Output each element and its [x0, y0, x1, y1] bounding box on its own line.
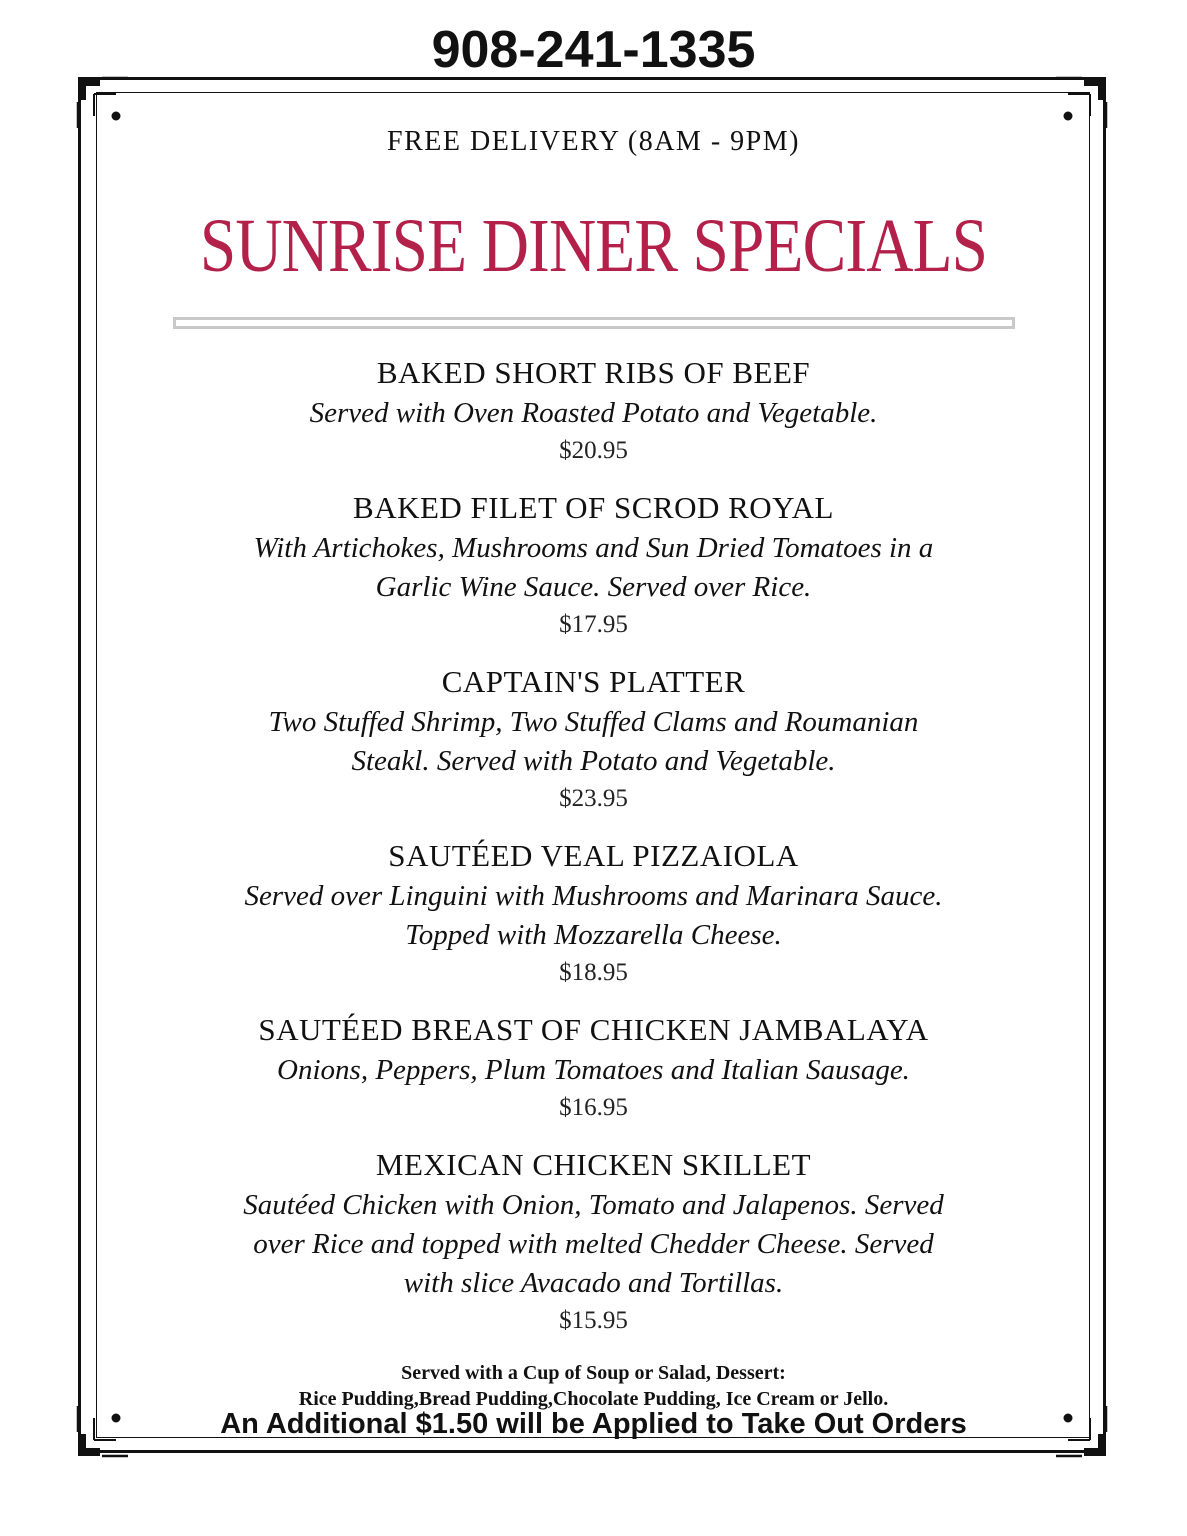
item-price: $20.95	[559, 437, 628, 464]
menu-item	[150, 661, 1037, 817]
dessert-options: Rice Pudding,Bread Pudding,Chocolate Pudding, Ice Cream or Jello.	[298, 1388, 889, 1410]
item-description: Served over Linguini with Mushrooms and Marinara Sauce. Topped with Mozzarella Cheese.	[244, 880, 943, 951]
menu-item	[150, 835, 1037, 991]
item-description: With Artichokes, Mushrooms and Sun Dried Tomatoes in a Garlic Wine Sauce. Served over Rice.	[253, 532, 934, 603]
delivery-hours: FREE DELIVERY (8AM - 9PM)	[387, 126, 800, 157]
phone-number: 908-241-1335	[431, 21, 756, 79]
item-name: BAKED SHORT RIBS OF BEEF	[376, 355, 811, 390]
served-with-note: Served with a Cup of Soup or Salad, Dessert:	[401, 1362, 786, 1384]
item-name: BAKED FILET OF SCROD ROYAL	[353, 490, 834, 525]
item-description: Sautéed Chicken with Onion, Tomato and Jalapenos. Served over Rice and topped with melted Chedder Cheese. Served with slice Avacado and Tortillas.	[243, 1189, 944, 1299]
page-title: SUNRISE DINER SPECIALS	[199, 204, 988, 288]
item-name: SAUTÉED VEAL PIZZAIOLA	[388, 838, 799, 873]
item-price: $18.95	[559, 959, 628, 986]
item-description: Served with Oven Roasted Potato and Vegetable.	[309, 397, 878, 429]
item-name: SAUTÉED BREAST OF CHICKEN JAMBALAYA	[258, 1012, 929, 1047]
item-price: $15.95	[559, 1307, 628, 1334]
item-description: Onions, Peppers, Plum Tomatoes and Italian Sausage.	[277, 1054, 910, 1086]
specials-list	[150, 352, 1037, 1357]
item-name: CAPTAIN'S PLATTER	[441, 664, 746, 699]
corner-ornament-icon	[1052, 72, 1112, 132]
takeout-surcharge: An Additional $1.50 will be Applied to Take Out Orders	[220, 1408, 967, 1440]
menu-item	[150, 1144, 1037, 1339]
item-description: Two Stuffed Shrimp, Two Stuffed Clams and Roumanian Steakl. Served with Potato and Vegetable.	[268, 706, 919, 777]
item-name: MEXICAN CHICKEN SKILLET	[375, 1147, 812, 1182]
menu-item	[150, 487, 1037, 643]
title-divider	[173, 317, 1015, 329]
item-price: $17.95	[559, 611, 628, 638]
item-price: $23.95	[559, 785, 628, 812]
menu-item	[150, 352, 1037, 469]
item-price: $16.95	[559, 1094, 628, 1121]
menu-item	[150, 1009, 1037, 1126]
corner-ornament-icon	[72, 72, 132, 132]
